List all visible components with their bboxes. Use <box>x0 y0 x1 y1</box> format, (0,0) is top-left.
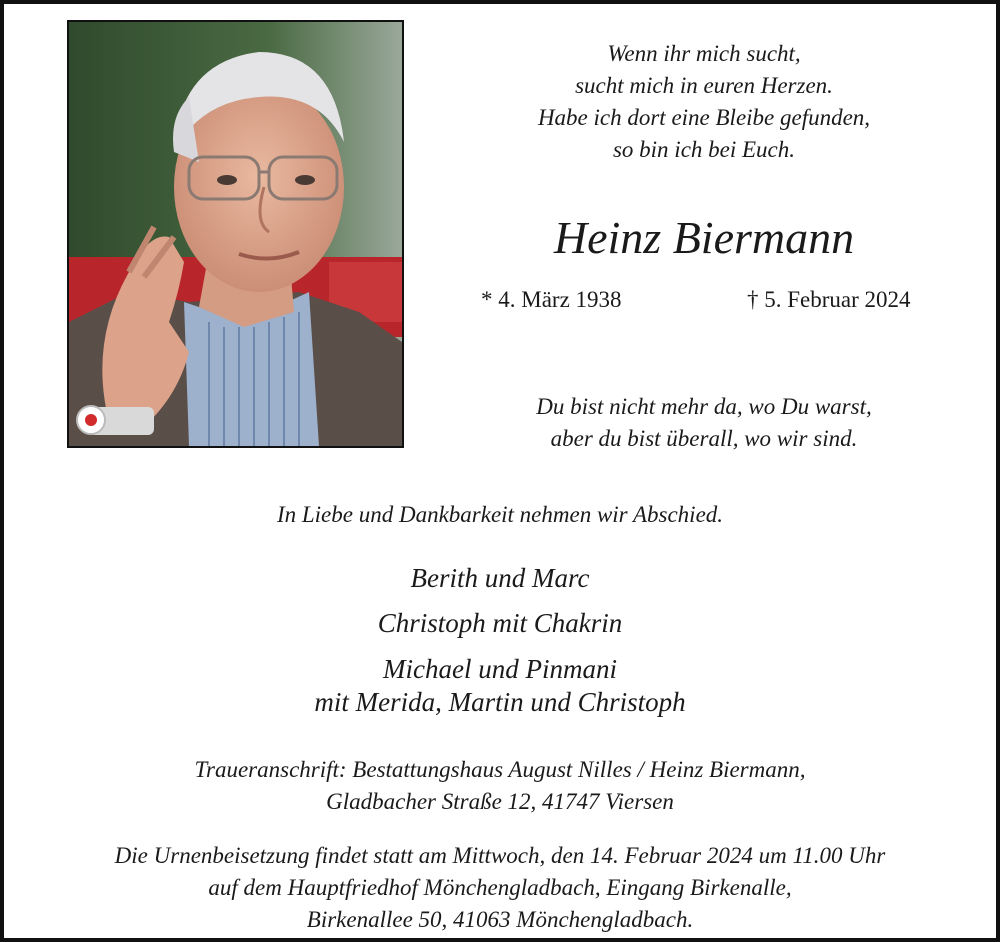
birth-date: * 4. März 1938 <box>481 287 622 312</box>
address-line: Traueranschrift: Bestattungshaus August Nilles / Heinz Biermann, <box>194 757 806 782</box>
address-line: Gladbacher Straße 12, 41747 Viersen <box>326 789 674 814</box>
family-entry-line: Michael und Pinmani <box>383 654 617 684</box>
poem-top <box>434 38 974 166</box>
deceased-name: Heinz Biermann <box>553 212 855 263</box>
poem-top-line: sucht mich in euren Herzen. <box>575 73 833 98</box>
mourning-address <box>4 754 996 818</box>
poem-bottom-line: Du bist nicht mehr da, wo Du warst, <box>536 394 872 419</box>
burial-line: auf dem Hauptfriedhof Mönchengladbach, Eingang Birkenalle, <box>208 875 792 900</box>
poem-top-line: so bin ich bei Euch. <box>612 137 796 162</box>
poem-bottom-line: aber du bist überall, wo wir sind. <box>550 426 858 451</box>
portrait-photo <box>67 20 404 448</box>
family-entry-line: mit Merida, Martin und Christoph <box>314 687 686 717</box>
burial-line: Birkenallee 50, 41063 Mönchengladbach. <box>306 907 694 932</box>
death-date: † 5. Februar 2024 <box>747 287 911 312</box>
family-entry: Christoph mit Chakrin <box>377 608 623 638</box>
poem-bottom <box>434 391 974 455</box>
burial-info <box>4 840 996 936</box>
poem-top-line: Habe ich dort eine Bleibe gefunden, <box>537 105 871 130</box>
family-entry <box>4 653 996 719</box>
farewell-text: In Liebe und Dankbarkeit nehmen wir Abschied. <box>276 502 724 527</box>
poem-top-line: Wenn ihr mich sucht, <box>607 41 801 66</box>
burial-line: Die Urnenbeisetzung findet statt am Mittwoch, den 14. Februar 2024 um 11.00 Uhr <box>114 843 886 868</box>
portrait-illustration <box>69 22 402 446</box>
family-entry: Berith und Marc <box>410 563 590 593</box>
